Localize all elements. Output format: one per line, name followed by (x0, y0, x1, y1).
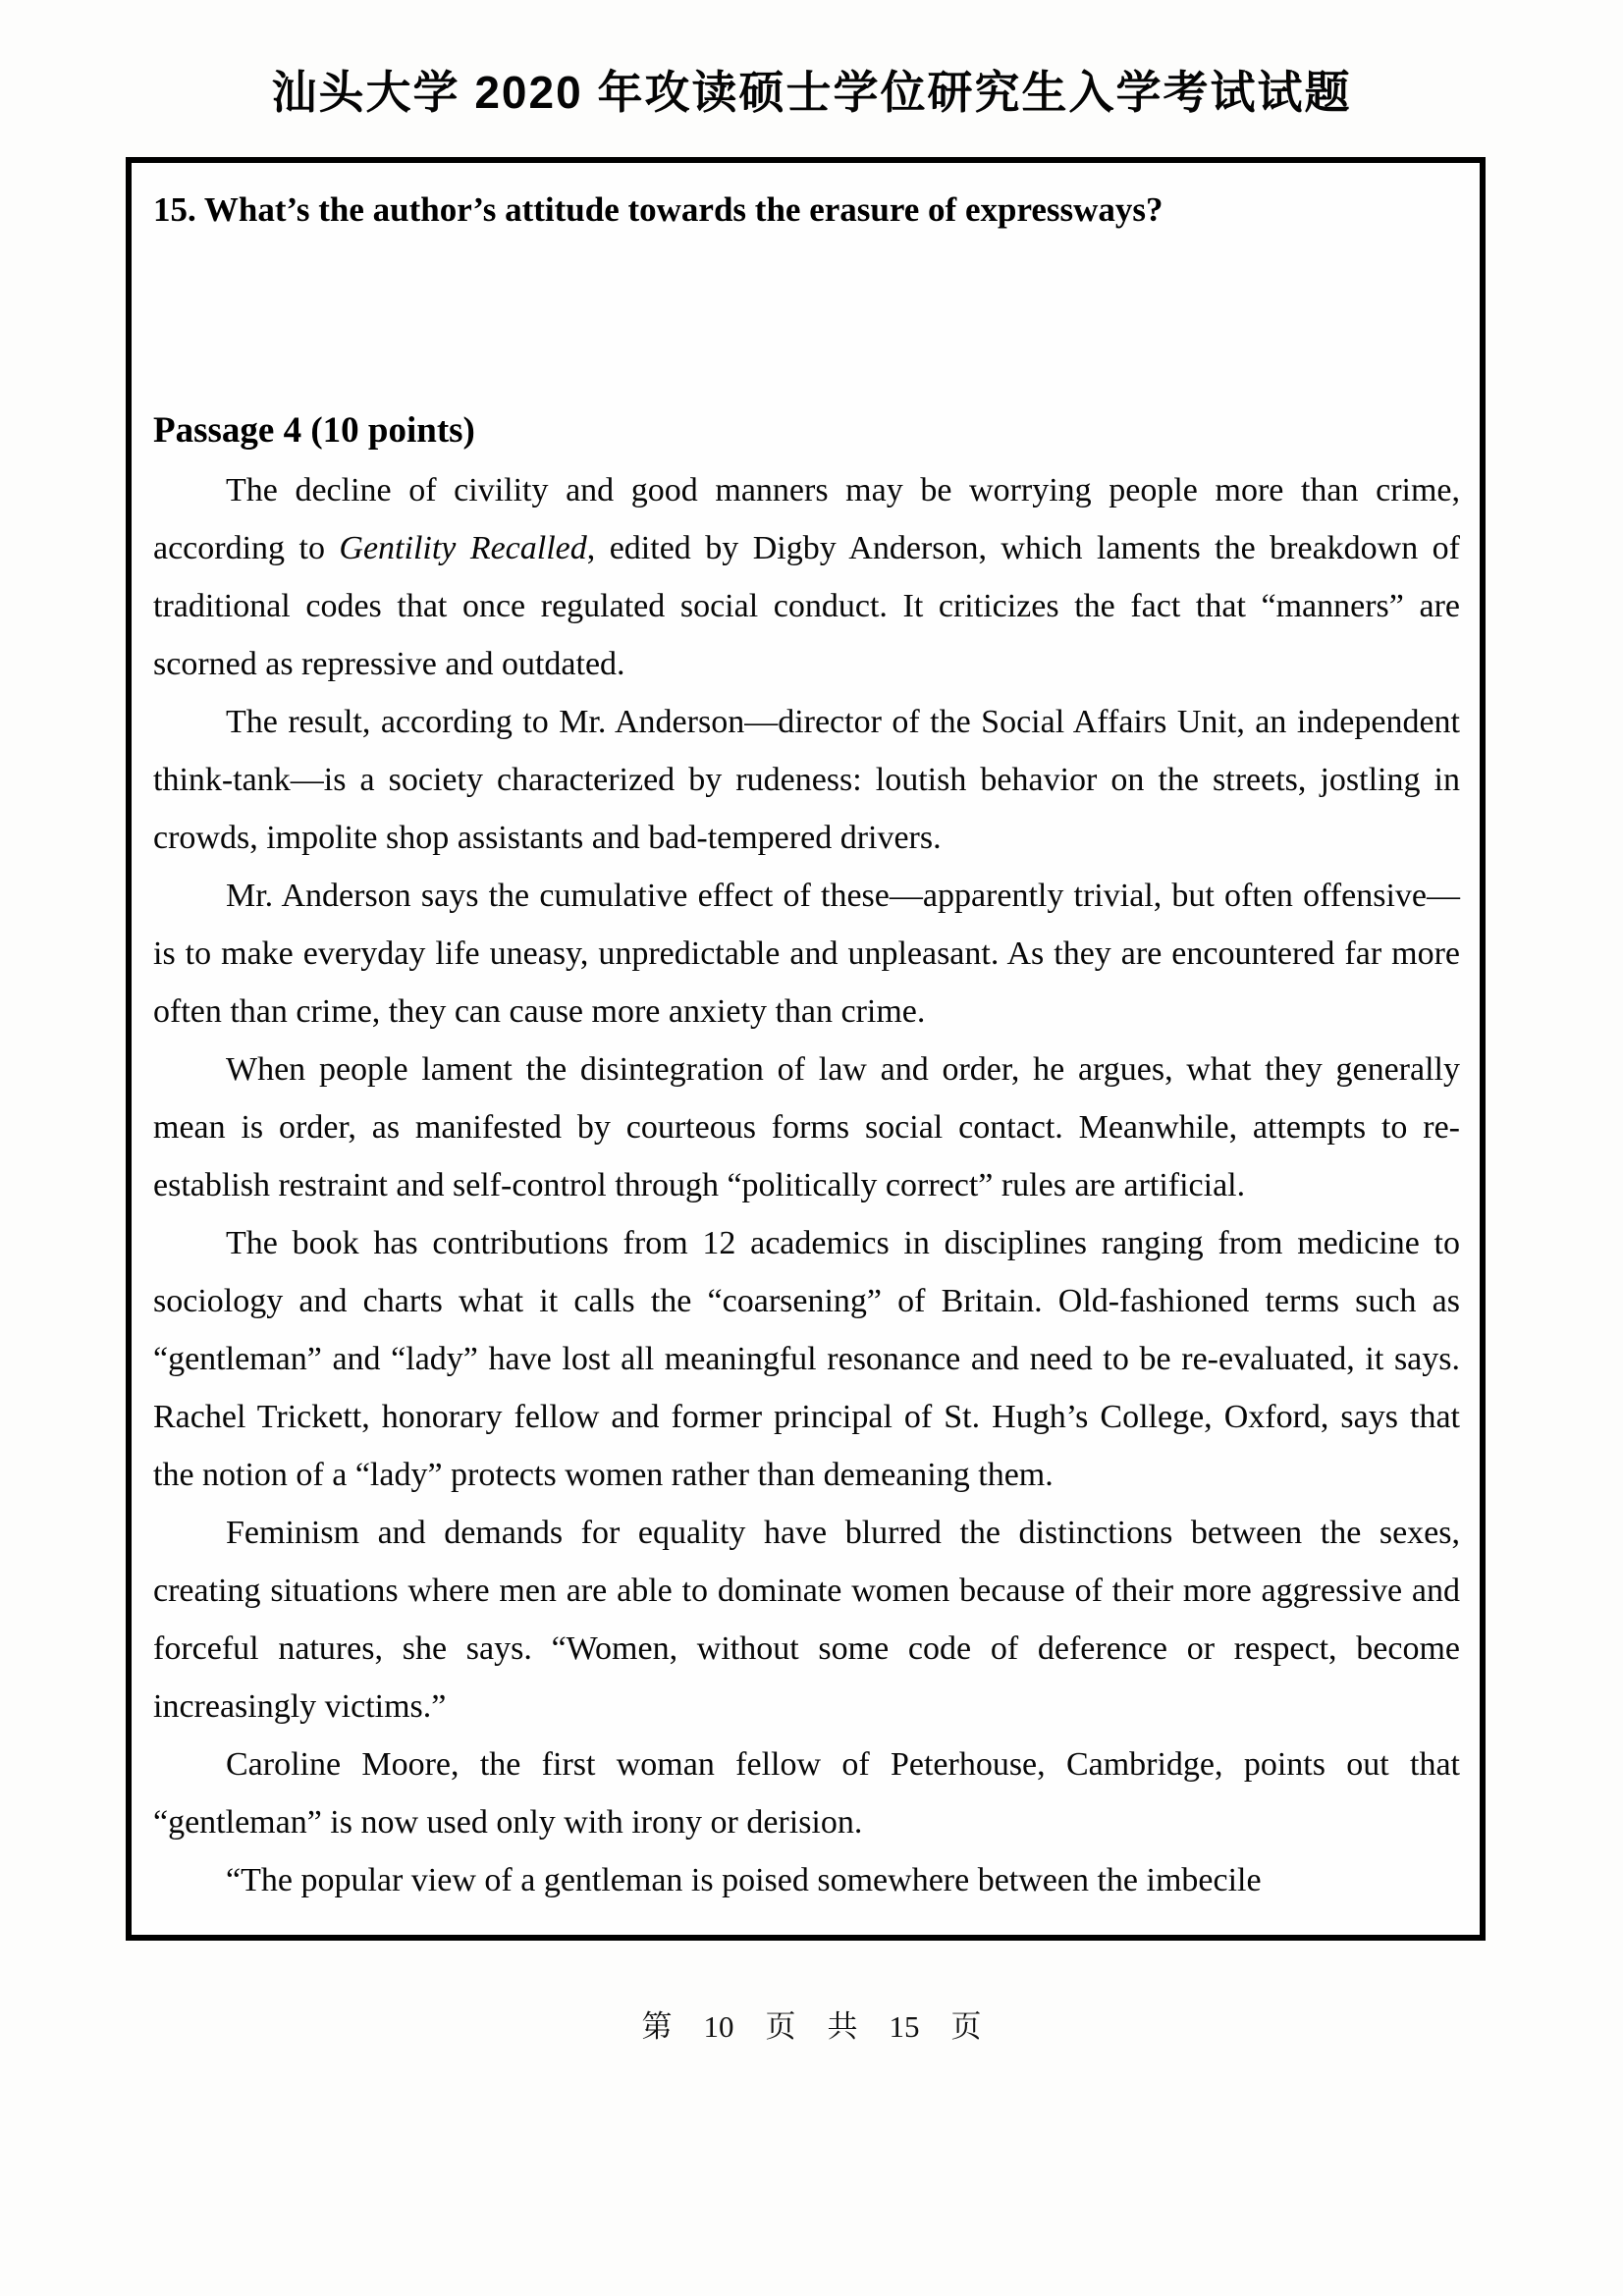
paragraph-text: When people lament the disintegration of law and order, he argues, what they generally mean is order, as manifested by courteous forms social contact. Meanwhile, attempts to re-establish restraint and self-control through “politically correct” rules are artificial. (153, 1051, 1460, 1203)
paragraph-text: Feminism and demands for equality have blurred the distinctions between the sexes, creating situations where men are able to dominate women because of their more aggressive and forceful natures, she says. “Women, without some code of deference or respect, become increasingly victims.” (153, 1515, 1460, 1725)
question-box (126, 157, 1486, 1941)
paragraph-text: The decline of civility and good manners may be worrying people more than crime, according to (153, 472, 1460, 566)
footer-part: 页 (765, 2009, 796, 2044)
passage-paragraph (153, 1214, 1460, 1504)
footer-part: 第 (641, 2009, 673, 2044)
paragraph-text: “The popular view of a gentleman is poised somewhere between the imbecile (226, 1862, 1262, 1898)
paragraph-text: The result, according to Mr. Anderson—director of the Social Affairs Unit, an independent think-tank—is a society characterized by rudeness: loutish behavior on the streets, jostling in crowds, impolite shop assistants and bad-tempered drivers. (153, 704, 1460, 856)
footer-part: 页 (950, 2009, 982, 2044)
passage-paragraph (153, 1851, 1460, 1909)
page-title: 汕头大学 2020 年攻读硕士学位研究生入学考试试题 (271, 67, 1352, 118)
passage-paragraphs (153, 461, 1460, 1909)
paragraph-text: Mr. Anderson says the cumulative effect of these—apparently trivial, but often offensive—is to make everyday life uneasy, unpredictable and unpleasant. As they are encountered far more often than crime, they can cause more anxiety than crime. (153, 878, 1460, 1030)
passage-paragraph (153, 1041, 1460, 1214)
passage-heading: Passage 4 (10 points) (153, 410, 475, 451)
passage-paragraph (153, 1504, 1460, 1735)
footer-part: 共 (827, 2009, 858, 2044)
passage-paragraph (153, 1735, 1460, 1851)
book-title-italic: Gentility Recalled (339, 530, 587, 566)
paragraph-text: The book has contributions from 12 academics in disciplines ranging from medicine to sociology and charts what it calls the “coarsening” of Britain. Old-fashioned terms such as “gentleman” and “lady” have lost all meaningful resonance and need to be re-evaluated, it says. Rachel Trickett, honorary fellow and former principal of St. Hugh’s College, Oxford, says that the notion of a “lady” protects women rather than demeaning them. (153, 1225, 1460, 1493)
passage-paragraph (153, 867, 1460, 1041)
footer-part: 15 (889, 2009, 920, 2044)
paragraph-text: Caroline Moore, the first woman fellow of Peterhouse, Cambridge, points out that “gentleman” is now used only with irony or derision. (153, 1746, 1460, 1841)
passage-paragraph (153, 461, 1460, 693)
passage-paragraph (153, 693, 1460, 867)
page-footer (0, 2002, 1623, 2046)
footer-part: 10 (703, 2009, 734, 2044)
paragraph-text: , edited by Digby Anderson, which laments the breakdown of traditional codes that once regulated social conduct. It criticizes the fact that “manners” are scorned as repressive and outdated. (153, 530, 1460, 682)
question-15: 15. What’s the author’s attitude towards the erasure of expressways? (153, 190, 1163, 229)
